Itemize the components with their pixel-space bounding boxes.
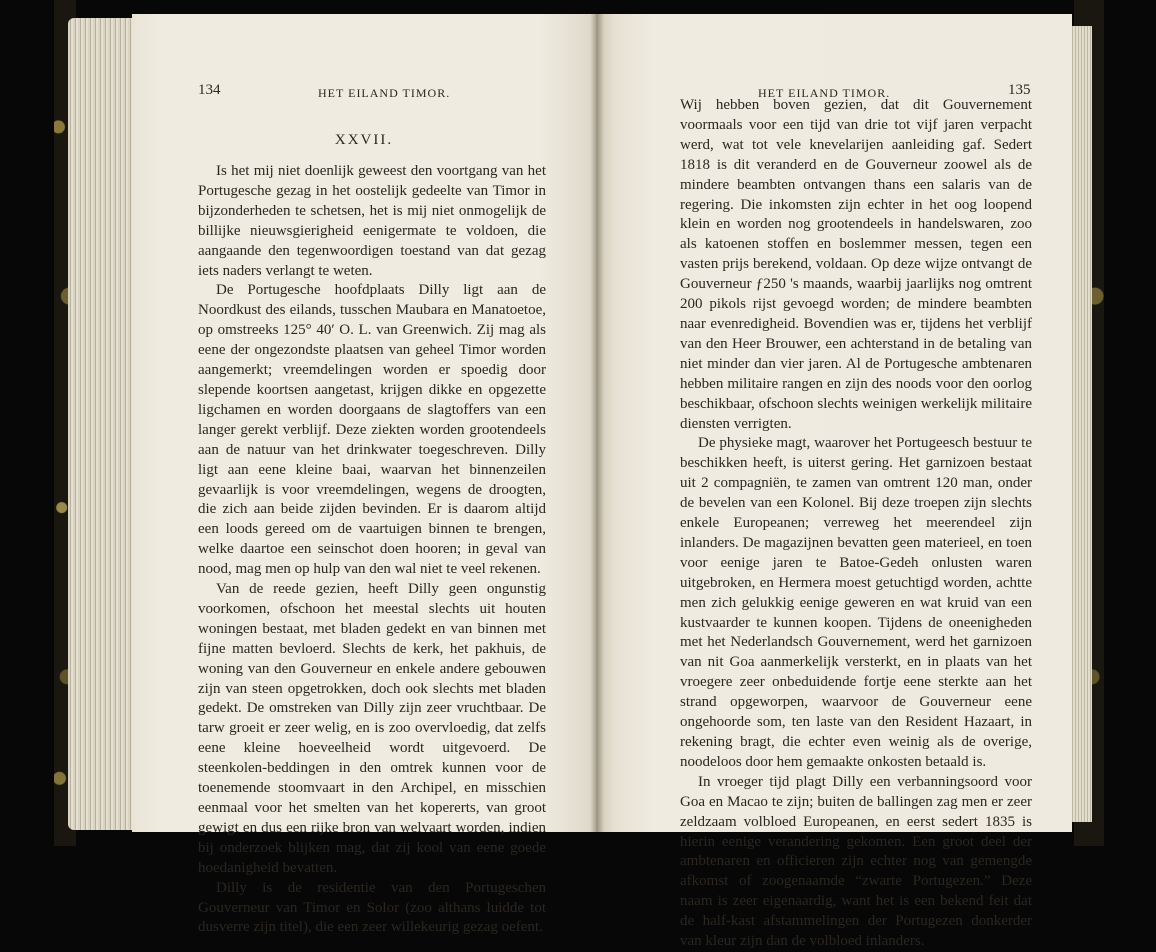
- paragraph: Is het mij niet doenlijk geweest den voortgang van het Portugesche gezag in het oostelijk gedeelte van Timor in bijzonderheden te schetsen, het is mij niet onmogelijk de billijke nieuwsgierigheid eenigermate te voldoen, die aangaande den tegenwoordigen toestand van dat gezag iets naders verlangt te weten.: [198, 163, 546, 279]
- page-edges-left: [68, 18, 138, 830]
- paragraph: De physieke magt, waarover het Portugeesch bestuur te beschikken heeft, is uiterst gering. Het garnizoen bestaat uit 2 compagniën, te zamen van omtrent 120 man, onder de bevelen van een Kolonel. Bij deze troepen zijn slechts enkele Europeanen; verreweg het meerendeel zijn inlanders. De magazijnen bevatten geen materieel, en toen voor eenige jaren te Batoe-Gedeh onlusten waren uitgebroken, en Hermera moest getuchtigd worden, achtte men zich gelukkig eenige geweren en wat kruid van een kustvaarder te kunnen koopen. Tijdens de oneenigheden met het Nederlandsch Gouvernement, werd het garnizoen van nit Goa aanmerkelijk versterkt, en in plaats van het vroegere zeer onbeduidende fortje eene sterkte aan het strand opgeworpen, waarvoor de Gouverneur eene ongehoorde som, ten laste van den Resident Hazaart, in rekening bragt, die echter even weinig als de overige, noodeloos door hem gemaakte onkosten betaald is.: [680, 435, 1032, 770]
- running-head: HET EILAND TIMOR.: [758, 86, 891, 100]
- paragraph: De Portugesche hoofdplaats Dilly ligt aan de Noordkust des eilands, tusschen Maubara en Manatoetoe, op omstreeks 125° 40′ O. L. van Greenwich. Zij mag als eene der ongezondste plaatsen van geheel Timor worden aangemerkt; vreemdelingen worden er spoedig door slepende koortsen aangetast, krijgen dikke en opgezette ligchamen en worden doorgaans de slagtoffers van een langer gerekt verblijf. Deze ziekten worden grootendeels aan de natuur van het drinkwater toegeschreven. Dilly ligt aan eene kleine baai, waarvan het binnenzeilen gevaarlijk is voor vreemdelingen, wegens de droogten, die zich aan beide zijden bevinden. Er is daarom altijd een loods gereed om de vaartuigen binnen te brengen, welke daartoe een seinschot doen hooren; in geval van nood, mag men op hulp van den wal niet te veel rekenen.: [198, 282, 546, 578]
- left-page: [132, 14, 596, 936]
- paragraph: In vroeger tijd plagt Dilly een verbanningsoord voor Goa en Macao te zijn; buiten de ballingen zag men er zeer zeldzaam volbloed Europeanen, en eerst sedert 1835 is hierin eenige verandering gekomen. Een groot deel der ambtenaren en officieren zijn echter nog van gemengde afkomst of zoogenaamde “zwarte Portugezen.” Deze naam is zeer eigenaardig, want het is een bekend feit dat de half-kast afstammelingen der Portugezen donkerder van kleur zijn dan de volbloed inlanders.: [680, 773, 1032, 950]
- paragraph: Dilly is de residentie van den Portugeschen Gouverneur van Timor en Solor (zoo althans luidde tot dusverre zijn titel), die een zeer willekeurig gezag oefent.: [198, 879, 546, 936]
- book-gutter: [590, 14, 604, 832]
- page-number: 135: [1008, 82, 1031, 98]
- page-edges-right: [1070, 26, 1092, 822]
- page-number: 134: [198, 82, 221, 98]
- body-text: [198, 162, 546, 938]
- paragraph: Wij hebben boven gezien, dat dit Gouvernement voormaals voor een tijd van drie tot vijf jaren verpacht werd, wat tot vele knevelarijen aanleiding gaf. Sedert 1818 is dit veranderd en de Gouverneur zoowel als de mindere beambten ontvangen thans een salaris van de regering. Die inkomsten zijn echter in het oog loopend klein en worden nog grootendeels in handelswaren, zoo als katoenen stoffen en boslemmer messen, tegen een vasten prijs berekend, voldaan. Op deze wijze ontvangt de Gouverneur ƒ250 's maands, waarbij jaarlijks nog omtrent 200 pikols rijst gevoegd worden; de mindere beambten naar evenredigheid. Bovendien was er, tijdens het verblijf van den Heer Brouwer, een achterstand in de betaling van niet minder dan vier jaren. Al de Portugesche ambtenaren hebben militaire rangen en zijn des noods voor den oorlog beschikbaar, ofschoon slechts weinigen werkelijk militaire diensten verrigten.: [680, 97, 1032, 432]
- body-text: [680, 96, 1032, 952]
- right-page: [596, 14, 1072, 950]
- open-book: [68, 8, 1092, 950]
- paragraph: Van de reede gezien, heeft Dilly geen ongunstig voorkomen, ofschoon het meestal slechts uit houten woningen bestaat, met bladen gedekt en van binnen met fijne matten bevloerd. Slechts de kerk, het pakhuis, de woning van den Gouverneur en enkele andere gebouwen zijn van steen opgetrokken, doch ook slechts met bladen gedekt. De omstreken van Dilly zijn zeer vruchtbaar. De tarw groeit er zeer welig, en is zoo overvloedig, dat zelfs eene kleine hoeveelheid wordt uitgevoerd. De steenkolen-beddingen in den omtrek kunnen voor de toenemende stoomvaart in den Archipel, en misschien eenmaal voor het smelten van het kopererts, van groot gewigt en dus een rijke bron van welvaart worden, indien bij onderzoek blijken mag, dat zij kool van eene goede hoedanigheid bevatten.: [198, 581, 546, 876]
- running-head: HET EILAND TIMOR.: [318, 86, 451, 100]
- chapter-heading: XXVII.: [334, 132, 394, 148]
